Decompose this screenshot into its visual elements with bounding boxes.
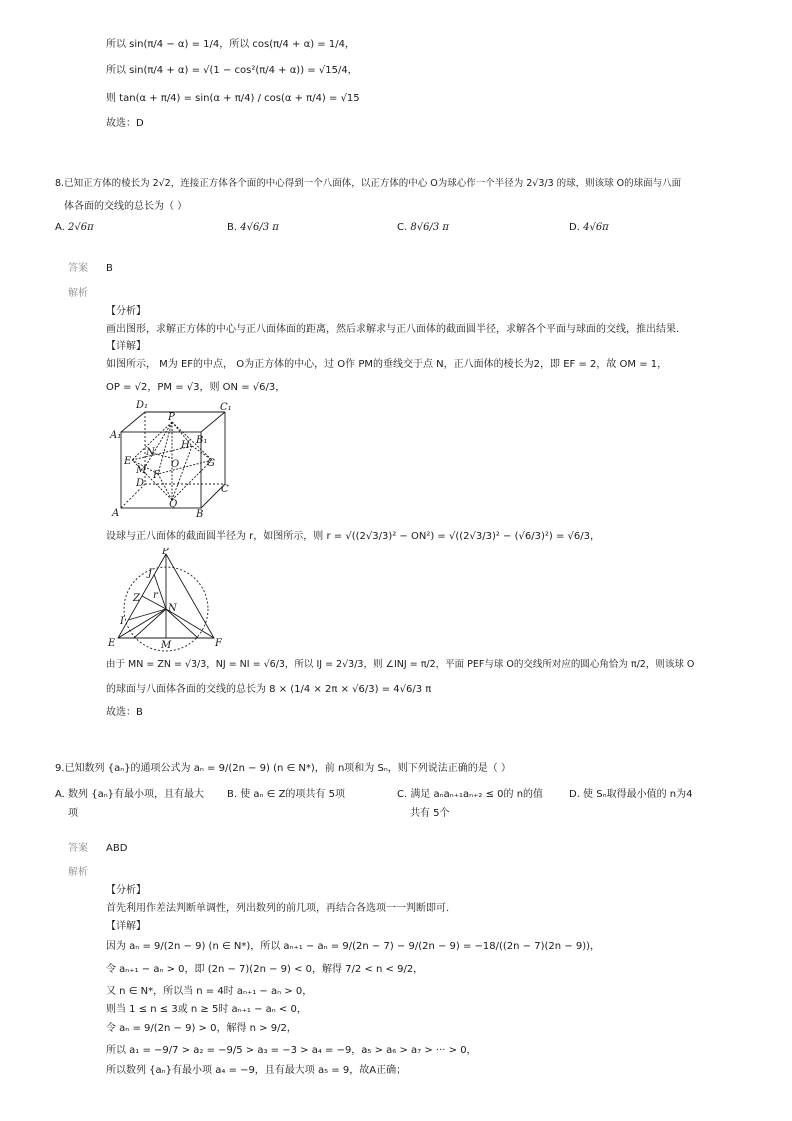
label-n2: N [168,603,177,614]
q9-option-c-cont: 共有 5个 [410,808,450,819]
q8-stem-2: 体各面的交线的总长为（ ） [64,201,188,212]
q9-stem: 9.已知数列 {aₙ}的通项公式为 aₙ = 9/(2n − 9) (n ∈ N*)，前 n项和为 Sₙ，则下列说法正确的是（ ） [55,763,511,774]
label-g: G [207,458,215,469]
label-j: J [148,568,153,579]
q8-detail-3: 设球与正八面体的截面圆半径为 r，如图所示，则 r = √((2√3/3)² − ON²) = √((2√3/3)² − (√6/3)²) = √6/3， [106,531,600,542]
label-m2: M [161,640,172,651]
label-o: O [171,459,180,470]
line-top-2: 所以 sin(π/4 + α) = √(1 − cos²(π/4 + α)) = √15/4， [106,65,358,76]
label-q: Q [169,499,178,510]
q9-option-c: C. 满足 aₙaₙ₊₁aₙ₊₂ ≤ 0的 n的值 [397,789,544,800]
label-n: N [146,447,155,458]
label-c1: C₁ [220,402,232,413]
label-f2: F [215,638,222,649]
q8-fenxi-text: 画出图形，求解正方体的中心与正八面体面的距离，然后求解求与正八面体的截面圆半径，求解各个平面与球面的交线，推出结果. [106,324,680,335]
q8-fenxi: 【分析】 [106,306,146,317]
label-e2: E [108,638,116,649]
q9-fenxi-text: 首先利用作差法判断单调性，列出数列的前几项，再结合各选项一一判断即可. [106,903,450,914]
q9-detail-2: 令 aₙ₊₁ − aₙ > 0，即 (2n − 7)(2n − 9) < 0，解得 7/2 < n < 9/2， [106,964,424,975]
q9-answer-value: ABD [106,843,128,854]
label-r: r [153,590,158,601]
q9-detail-5: 令 aₙ = 9/(2n − 9) > 0，解得 n > 9/2， [106,1023,297,1034]
line-top-1: 所以 sin(π/4 − α) = 1/4，所以 cos(π/4 + α) = 1/4， [106,39,355,50]
triangle-circle-figure [106,548,230,652]
q8-option-b: B. 4√6/3 π [227,222,279,233]
cube-octahedron-figure [108,396,248,520]
q9-option-d: D. 使 Sₙ取得最小值的 n为4 [569,789,693,800]
label-d: D [136,478,145,489]
q8-option-a: A. 2√6π [55,222,94,233]
label-a: A [112,508,120,519]
q8-answer-value: B [106,263,113,274]
q9-option-a: A. 数列 {aₙ}有最小项，且有最大 [55,789,205,800]
q9-answer-label: 答案 [68,843,88,854]
label-m: M [136,465,147,476]
q8-detail-1: 如图所示， M为 EF的中点， O为正方体的中心，过 O作 PM的垂线交于点 N，正八面体的棱长为2，即 EF = 2，故 OM = 1， [106,359,668,370]
label-p2: P [162,548,169,557]
q8-option-d: D. 4√6π [569,222,609,233]
label-i: I [120,616,124,627]
label-z: Z [133,593,140,604]
q8-detail-2: OP = √2，PM = √3，则 ON = √6/3， [106,382,286,393]
label-p: P [168,412,175,423]
label-d1: D₁ [136,400,149,411]
q8-detail-4: 由于 MN = ZN = √3/3，NJ = NI = √6/3，所以 IJ = 2√3/3，则 ∠INJ = π/2，平面 PEF与球 O的交线所对应的圆心角恰为 π/2，则该球 O [106,659,695,670]
label-b1: B₁ [196,435,208,446]
q9-xiangjie: 【详解】 [106,921,146,932]
q9-detail-4: 则当 1 ≤ n ≤ 3或 n ≥ 5时 aₙ₊₁ − aₙ < 0， [106,1004,307,1015]
label-c: C [221,484,229,495]
q9-detail-1: 因为 aₙ = 9/(2n − 9) (n ∈ N*)，所以 aₙ₊₁ − aₙ = 9/(2n − 7) − 9/(2n − 9) = −18/((2n − 7)(2n − 9))， [106,941,601,952]
q9-option-b: B. 使 aₙ ∈ Z的项共有 5项 [227,789,345,800]
q8-analysis-label: 解析 [68,288,88,299]
q8-final: 故选：B [106,707,143,718]
q9-fenxi: 【分析】 [106,885,146,896]
q9-option-a-cont: 项 [68,808,78,819]
q8-detail-5: 的球面与八面体各面的交线的总长为 8 × (1/4 × 2π × √6/3) = 4√6/3 π [106,684,432,695]
q8-answer-label: 答案 [68,263,88,274]
label-e: E [124,456,132,467]
q8-option-c: C. 8√6/3 π [397,222,449,233]
q8-xiangjie: 【详解】 [106,341,146,352]
label-f: F [153,470,160,481]
label-a1: A₁ [110,430,122,441]
q9-detail-7: 所以数列 {aₙ}有最小项 a₄ = −9，且有最大项 a₅ = 9，故A正确； [106,1065,407,1076]
line-top-3: 则 tan(α + π/4) = sin(α + π/4) / cos(α + π/4) = √15 [106,93,360,104]
q9-detail-3: 又 n ∈ N*，所以当 n = 4时 aₙ₊₁ − aₙ > 0， [106,986,313,997]
label-b: B [196,509,204,520]
q8-stem-1: 8.已知正方体的棱长为 2√2，连接正方体各个面的中心得到一个八面体，以正方体的中心 O为球心作一个半径为 2√3/3 的球，则该球 O的球面与八面 [55,178,682,189]
q9-analysis-label: 解析 [68,867,88,878]
q9-detail-6: 所以 a₁ = −9/7 > a₂ = −9/5 > a₃ = −3 > a₄ = −9，a₅ > a₆ > a₇ > ··· > 0， [106,1045,477,1056]
label-h: H [181,440,190,451]
top-answer: 故选：D [106,118,144,129]
